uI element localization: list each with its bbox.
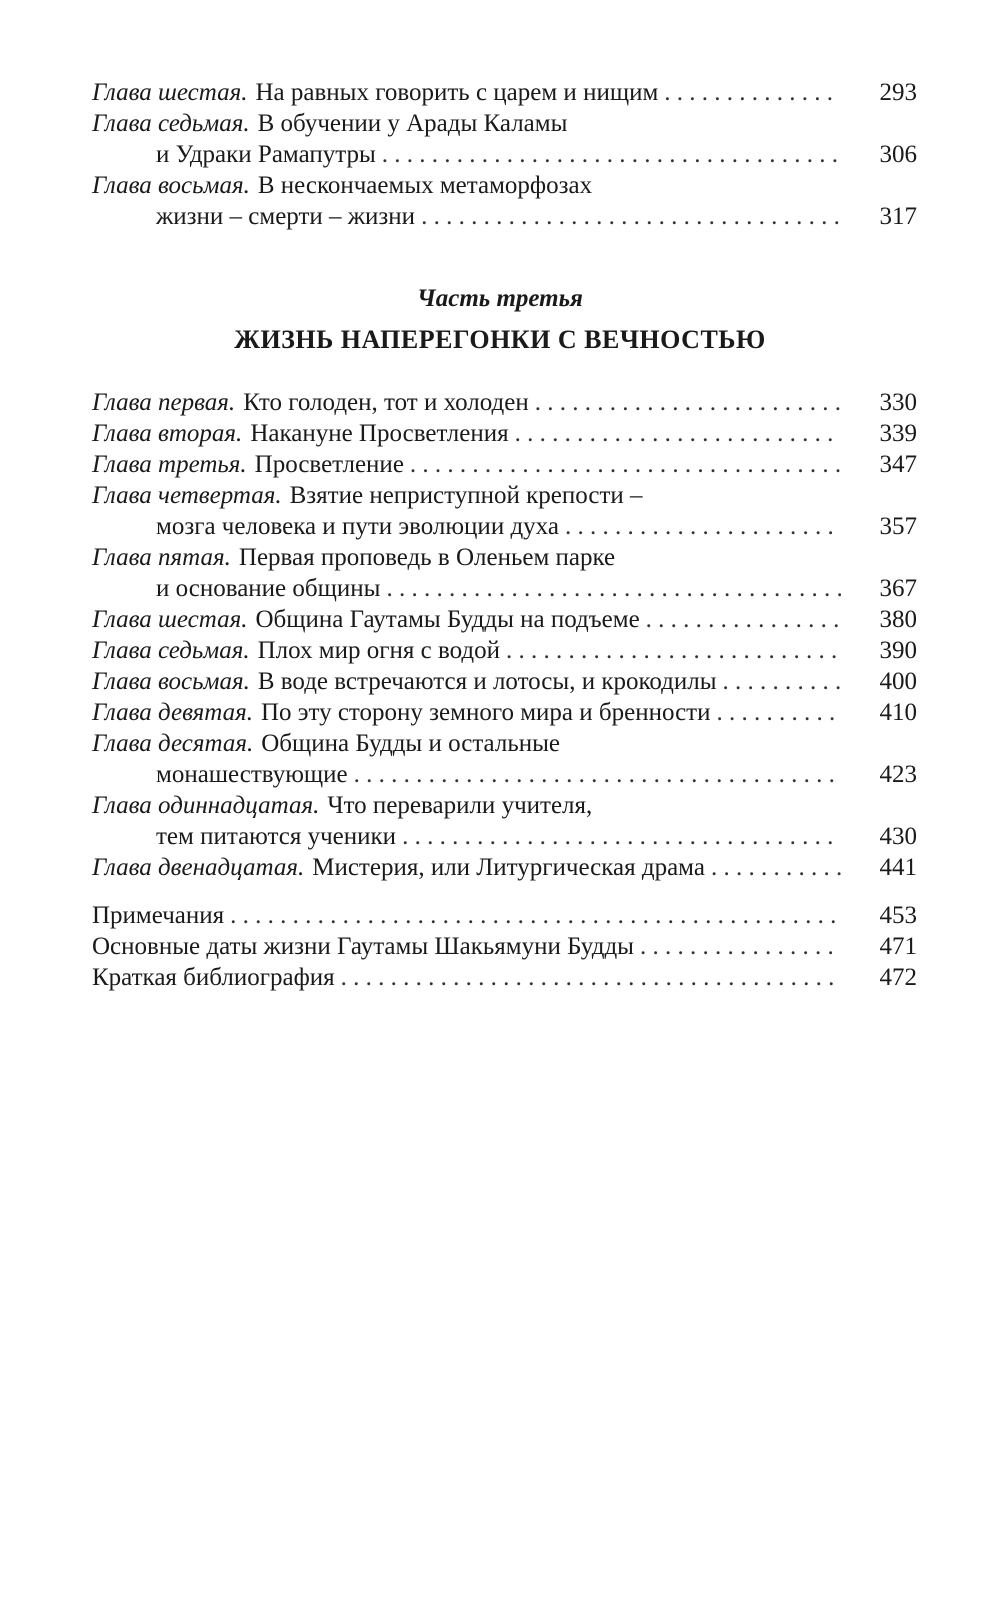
chapter-title: Мистерия, или Литургическая драма bbox=[312, 854, 705, 881]
toc-entry-line bbox=[92, 542, 917, 573]
chapter-title: Община Будды и остальные bbox=[261, 730, 561, 757]
toc-entry[interactable] bbox=[92, 542, 917, 604]
chapter-title: Основные даты жизни Гаутамы Шакьямуни Будды bbox=[92, 933, 634, 960]
dot-leader bbox=[711, 852, 841, 883]
toc-entry-line bbox=[92, 900, 917, 931]
toc-entry[interactable] bbox=[92, 728, 917, 790]
toc-entry-line bbox=[92, 77, 917, 108]
toc-entry-line bbox=[92, 666, 917, 697]
dot-leader bbox=[354, 759, 841, 790]
chapter-label: Глава восьмая. bbox=[92, 668, 250, 695]
dot-leader bbox=[716, 697, 841, 728]
chapter-label: Глава девятая. bbox=[92, 699, 253, 726]
dot-leader bbox=[515, 418, 841, 449]
dot-leader bbox=[341, 962, 841, 993]
toc-entry[interactable] bbox=[92, 666, 917, 697]
chapter-label: Глава шестая. bbox=[92, 79, 248, 106]
toc-entry-line bbox=[92, 480, 917, 511]
toc-entry-line bbox=[92, 790, 917, 821]
toc-entry[interactable] bbox=[92, 108, 917, 170]
chapter-title: Община Гаутамы Будды на подъеме bbox=[255, 606, 640, 633]
toc-entry-line bbox=[92, 573, 917, 604]
toc-entry-line bbox=[92, 852, 917, 883]
toc-entry[interactable] bbox=[92, 604, 917, 635]
dot-leader bbox=[410, 449, 841, 480]
toc-entry-line bbox=[92, 635, 917, 666]
chapter-title: и Удраки Рамапутры bbox=[156, 141, 376, 168]
toc-entry-line bbox=[92, 139, 917, 170]
toc-entry-line bbox=[92, 759, 917, 790]
page-number: 441 bbox=[879, 854, 917, 881]
chapter-label: Глава восьмая. bbox=[92, 172, 250, 199]
page-number: 471 bbox=[879, 933, 917, 960]
dot-leader bbox=[386, 573, 841, 604]
chapter-title: В обучении у Арады Каламы bbox=[257, 110, 568, 137]
dot-leader bbox=[640, 931, 841, 962]
dot-leader bbox=[421, 201, 841, 232]
chapter-title: Просветление bbox=[254, 451, 404, 478]
chapter-title: На равных говорить с царем и нищим bbox=[255, 79, 659, 106]
dot-leader bbox=[723, 666, 841, 697]
dot-leader bbox=[506, 635, 841, 666]
page-number: 367 bbox=[879, 575, 917, 602]
chapter-title: Примечания bbox=[92, 902, 225, 929]
chapter-title: Что переварили учителя, bbox=[327, 792, 593, 819]
toc-entry-line bbox=[92, 511, 917, 542]
dot-leader bbox=[382, 139, 841, 170]
dot-leader bbox=[565, 511, 841, 542]
page-number: 306 bbox=[879, 141, 917, 168]
page-number: 390 bbox=[879, 637, 917, 664]
toc-entry[interactable] bbox=[92, 931, 917, 962]
toc-entry[interactable] bbox=[92, 852, 917, 883]
toc-entry[interactable] bbox=[92, 77, 917, 108]
chapter-title: монашествующие bbox=[156, 761, 348, 788]
toc-entry[interactable] bbox=[92, 635, 917, 666]
chapter-title: В нескончаемых метаморфозах bbox=[257, 172, 593, 199]
chapter-label: Глава седьмая. bbox=[92, 110, 250, 137]
part-subtitle: Часть третья bbox=[417, 285, 583, 312]
chapter-title: Краткая библиография bbox=[92, 964, 335, 991]
chapter-label: Глава первая. bbox=[92, 389, 236, 416]
toc-entry[interactable] bbox=[92, 387, 917, 418]
toc-entry[interactable] bbox=[92, 418, 917, 449]
chapter-label: Глава третья. bbox=[92, 451, 247, 478]
toc-entry-line bbox=[92, 962, 917, 993]
chapter-title: Первая проповедь в Оленьем парке bbox=[238, 544, 616, 571]
toc-entry-line bbox=[92, 201, 917, 232]
page-number: 357 bbox=[879, 513, 917, 540]
toc-entry-line bbox=[92, 604, 917, 635]
page-number: 423 bbox=[879, 761, 917, 788]
page-number: 330 bbox=[879, 389, 917, 416]
toc-entry-line bbox=[92, 697, 917, 728]
dot-leader bbox=[646, 604, 841, 635]
chapter-title: По эту сторону земного мира и бренности bbox=[260, 699, 711, 726]
chapter-title: В воде встречаются и лотосы, и крокодилы bbox=[257, 668, 717, 695]
chapter-label: Глава десятая. bbox=[92, 730, 254, 757]
page-number: 410 bbox=[879, 699, 917, 726]
toc-entry-line bbox=[92, 170, 917, 201]
toc-list-appendix bbox=[92, 900, 917, 993]
toc-entry[interactable] bbox=[92, 790, 917, 852]
dot-leader bbox=[664, 77, 841, 108]
toc-entry-line bbox=[92, 387, 917, 418]
dot-leader bbox=[230, 900, 841, 931]
chapter-title: Накануне Просветления bbox=[250, 420, 509, 447]
toc-list-part2-end bbox=[92, 77, 917, 232]
chapter-title: Плох мир огня с водой bbox=[257, 637, 500, 664]
page-number: 347 bbox=[879, 451, 917, 478]
toc-entry-line bbox=[92, 418, 917, 449]
chapter-title: Кто голоден, тот и холоден bbox=[243, 389, 529, 416]
toc-list-part3 bbox=[92, 387, 917, 883]
toc-entry[interactable] bbox=[92, 480, 917, 542]
chapter-label: Глава шестая. bbox=[92, 606, 248, 633]
toc-entry[interactable] bbox=[92, 962, 917, 993]
chapter-title: и основание общины bbox=[156, 575, 381, 602]
dot-leader bbox=[535, 387, 841, 418]
page-number: 380 bbox=[879, 606, 917, 633]
toc-entry-line bbox=[92, 821, 917, 852]
part-heading bbox=[0, 285, 1000, 355]
toc-entry[interactable] bbox=[92, 170, 917, 232]
toc-entry-line bbox=[92, 728, 917, 759]
page-number: 430 bbox=[879, 823, 917, 850]
page-number: 400 bbox=[879, 668, 917, 695]
chapter-label: Глава одиннадцатая. bbox=[92, 792, 320, 819]
toc-entry-line bbox=[92, 108, 917, 139]
page-number: 339 bbox=[879, 420, 917, 447]
chapter-title: тем питаются ученики bbox=[156, 823, 397, 850]
chapter-label: Глава четвертая. bbox=[92, 482, 282, 509]
chapter-label: Глава двенадцатая. bbox=[92, 854, 305, 881]
chapter-label: Глава пятая. bbox=[92, 544, 231, 571]
page-number: 317 bbox=[879, 203, 917, 230]
dot-leader bbox=[402, 821, 841, 852]
toc-entry-line bbox=[92, 449, 917, 480]
page-number: 453 bbox=[879, 902, 917, 929]
page-number: 293 bbox=[879, 79, 917, 106]
toc-entry[interactable] bbox=[92, 697, 917, 728]
toc-entry[interactable] bbox=[92, 449, 917, 480]
chapter-label: Глава вторая. bbox=[92, 420, 243, 447]
chapter-label: Глава седьмая. bbox=[92, 637, 250, 664]
toc-entry-line bbox=[92, 931, 917, 962]
page-number: 472 bbox=[879, 964, 917, 991]
part-title: ЖИЗНЬ НАПЕРЕГОНКИ С ВЕЧНОСТЬЮ bbox=[234, 325, 766, 354]
chapter-title: жизни – смерти – жизни bbox=[156, 203, 416, 230]
chapter-title: Взятие неприступной крепости – bbox=[289, 482, 643, 509]
toc-entry[interactable] bbox=[92, 900, 917, 931]
chapter-title: мозга человека и пути эволюции духа bbox=[156, 513, 559, 540]
